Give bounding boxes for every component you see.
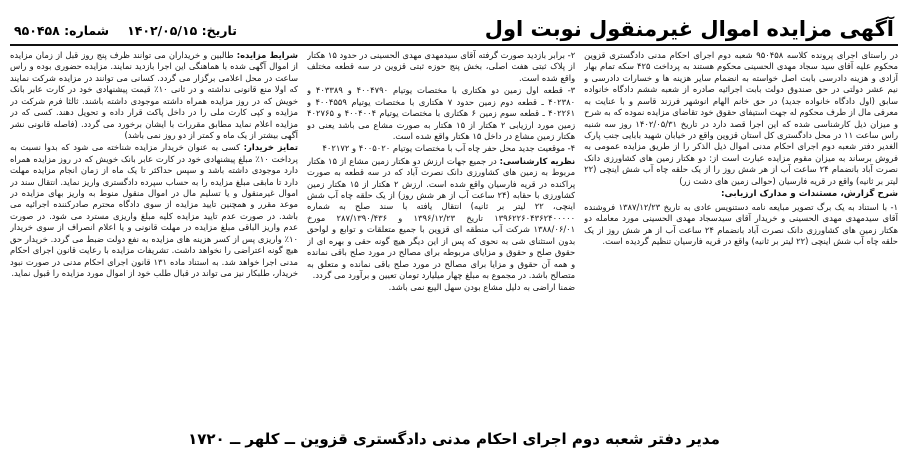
right-column	[584, 50, 898, 427]
expert-opinion-text: در جمیع جهات ارزش دو هکتار زمین مشاع از ۱۵ هکتار مربوط به زمین های کشاورزی دانک نصرت آباد که در سه قطعه به صورت پراکنده در قریه فارسیان واقع شده است. ارزش ۲ هکتار از ۱۵ هکتار زمین کشاورزی با حقابه (۲۴ ساعت آب از هر شش روز) از یک حلقه چاه آب شش اینچی، ۲۲ لیتر بر ثانیه) انتقال یافته با سند صلح به شماره ۱۳۹۶۲۲۶۰۴۳۶۲۴۰۰۰۰۰ تاریخ ۱۳۹۶/۱۲/۲۳ و ۲۸۷/۱۳۹۰/۴۳۶ مورخ ۱۳۸۸/۰۶/۰۱ شرکت آب منطقه ای قزوین با جمیع متعلقات و توابع و لواحق بدون استثنای شی به نحوی که پس از این دیگر هیچ گونه حقی و بهره ای از حقوق صلح و حقوق و مزایای مربوطه برای مصالح در مورد صلح باقی نمانده و همه آن حقوق و مزایا برای مصالح در مورد صلح باقی نمانده و متعلق به متصالح باشد. در مجموع به مبلغ چهار میلیارد تومان تعیین و برآورد می گردد.	[307, 155, 576, 281]
signature-line: مدیر دفتر شعبه دوم اجرای احکام مدنی دادگستری قزوین ــ کلهر ــ ۱۷۲۰	[188, 430, 720, 448]
notice-columns	[10, 46, 898, 427]
notice-title: آگهی مزایده اموال غیرمنقول نوبت اول	[484, 17, 894, 41]
expert-opinion-paragraph	[307, 156, 575, 282]
notice-meta	[14, 23, 237, 41]
conditions-text: طالبین و خریداران می توانند ظرف پنج روز قبل از زمان مزایده از اموال آگهی شده با هماهنگی این اجرا بازدید نمایند. مزایده حضوری بوده و راس ساعت در محل اعلامی برگزار می گردد. کسانی می توانند در مزایده شرکت نمایند که اولا منع قانونی نداشته و در ثانی ۱۰٪ قیمت پیشنهادی خود در کارت عابر بانک خویش که در روز مزایده همراه داشته موجودی داشته باشند. ثالثا فرم شرکت در مزایده و کپی کارت ملی را در داخل پاکت قرار داده و تحویل دهند. کسی که در مزایده اعلام نماید مطابق مقررات با ایشان برخورد می گردد. (فاصله قانونی نشر آگهی بیشتر از یک ماه و کمتر از دو روز نمی باشد)	[10, 50, 299, 140]
intro-paragraph: در راستای اجرای پرونده کلاسه ۹۵۰۴۵۸ شعبه دوم اجرای احکام مدنی دادگستری قزوین محکوم علیه آقای سید سجاد مهدی الحسینی محکوم هستند به پرداخت ۴۲۵ سکه تمام بهار آزادی و هزینه دادرسی بابت اصل خواسته به انضمام سایر هزینه ها و خسارات دادرسی و نیم عشر دولتی در حق صندوق دولت بابت اجرائیه صادره از شعبه ششم دادگاه خانواده سابق (اول دادگاه خانواده جدید) در حق خانم الهام انوشهر فرزند قاسم و با عنایت به معرفی مال از طرف محکوم له جهت استیفای حقوق خود تقاضای مزایده نموده که به شرح و میزان ذیل کارشناسی شده که این اجرا قصد دارد در تاریخ ۱۴۰۲/۰۵/۳۱ روز سه شنبه راس ساعت ۱۱ در محل دادگستری کل استان قزوین واقع در خیابان شهید بابایی جنب پارک الغدیر دفتر شعبه دوم اجرای احکام مدنی اموال ذیل الذکر را از طریق مزایده عمومی به فروش برساند به میزان مقوم مزایده عبارت است از: دو هکتار زمین های کشاورزی دانک نصرت آباد بانضمام ۲۴ ساعت آب از هر شش روز را از یک حلقه چاه آب شش اینچی (۲۲ لیتر بر ثانیه) واقع در قریه فارسیان (حوالی زمین های دشت زر)	[584, 50, 898, 186]
notice-header	[10, 5, 898, 46]
item-3-paragraph: ۳- قطعه اول زمین دو هکتاری با مختصات یوتیام ۴۰۰۴۷۹۰ و ۴۰۳۳۸۹ و ۴۰۲۳۸۰ ـ قطعه دوم زمین حدود ۷ هکتاری با مختصات یوتیام ۴۰۰۴۵۵۹ و ۴۰۲۲۶۱ ـ قطعه سوم زمین ۶ هکتاری با مختصات یوتیام ۴۰۰۴۰۰۴ و ۴۰۲۷۶۵ زمین مورد ارزیابی ۲ هکتار از ۱۵ هکتار به صورت مشاع می باشد یعنی دو هکتار زمین مشاع در داخل ۱۵ هکتار واقع شده است.	[307, 85, 576, 141]
expert-opinion-heading: نظریه کارشناسی:	[499, 155, 576, 166]
item-2-paragraph: ۲- برابر بازدید صورت گرفته آقای سیدمهدی مهدی الحسینی در حدود ۱۵ هکتار از پلاک ثبتی هفت اصلی، بخش پنج حوزه ثبتی قزوین در سه قطعه مختلف واقع شده است.	[307, 50, 576, 83]
middle-column	[307, 50, 575, 427]
notice-date: تاریخ: ۱۴۰۲/۰۵/۱۵	[127, 23, 237, 38]
buyer-text: کسی به عنوان خریدار مزایده شناخته می شود که بدوا نسبت به پرداخت ۱۰٪ مبلغ پیشنهادی خود در کارت عابر بانک خویش که در روز مزایده همراه دارد موجودی داشته باشد و سپس حداکثر تا یک ماه از زمان انجام مزایده مهلت دارد تا مابقی مبلغ مزایده را به حساب سپرده دادگستری واریز نماید. انتقال سند در اموال غیرمنقول و یا تسلیم مال در اموال منقول منوط به واریز بهای مزایده در موعد مقرر و همچنین تایید مزایده از سوی دادگاه محترم صادرکننده اجرائیه می باشد. در صورت عدم تایید مزایده کلیه مبلغ واریزی مسترد می شود. در صورت عدم واریز الباقی مبلغ مزایده در مهلت قانونی و یا اعلام انصراف از سوی خریدار ۱۰٪ واریزی پس از کسر هزینه های مزایده به نفع دولت ضبط می گردد. خریدار حق هیچ گونه اعتراضی را نخواهد داشت. تشریفات مزایده با رعایت قانون اجرای احکام مدنی اجرا خواهد شد. به استناد ماده ۱۳۱ قانون اجرای احکام مدنی در صورت نبود خریدار، طلبکار نیز می تواند در قبال طلب خود از اموال مورد مزایده را قبول نماید.	[10, 142, 299, 279]
buyer-paragraph	[10, 142, 298, 279]
conditions-heading: شرایط مزایده:	[236, 50, 299, 60]
left-column	[10, 50, 298, 427]
item-4-paragraph: ۴- موقعیت جدید محل حفر چاه آب با مختصات یوتیام ۴۰۰۵۰۲۰ و ۴۰۲۱۷۲	[322, 143, 576, 154]
report-paragraph: ۱- با استناد به یک برگ تصویر مبایعه نامه دستنویس عادی به تاریخ ۱۳۸۷/۱۲/۲۳ فروشنده آقای سیدمهدی مهدی الحسینی و خریدار آقای سیدسجاد مهدی الحسینی مورد معامله دو هکتار زمین های کشاورزی دانک نصرت آباد بانضمام ۲۴ ساعت آب از هر شش روز از یک حلقه چاه آب شش اینچی (۲۲ لیتر بر ثانیه) واقع در قریه فارسیان تنظیم گردیده است.	[584, 202, 898, 247]
buyer-heading: تمایز خریدار:	[243, 142, 299, 153]
notice-number: شماره: ۹۵۰۴۵۸	[14, 23, 110, 38]
report-heading: شرح گزارش، مستندات و مدارک ارزیابی:	[721, 189, 898, 200]
closing-paragraph: ضمنا اراضی به دلیل مشاع بودن سهل الیبع نمی باشد.	[388, 282, 576, 293]
conditions-paragraph	[10, 50, 298, 141]
